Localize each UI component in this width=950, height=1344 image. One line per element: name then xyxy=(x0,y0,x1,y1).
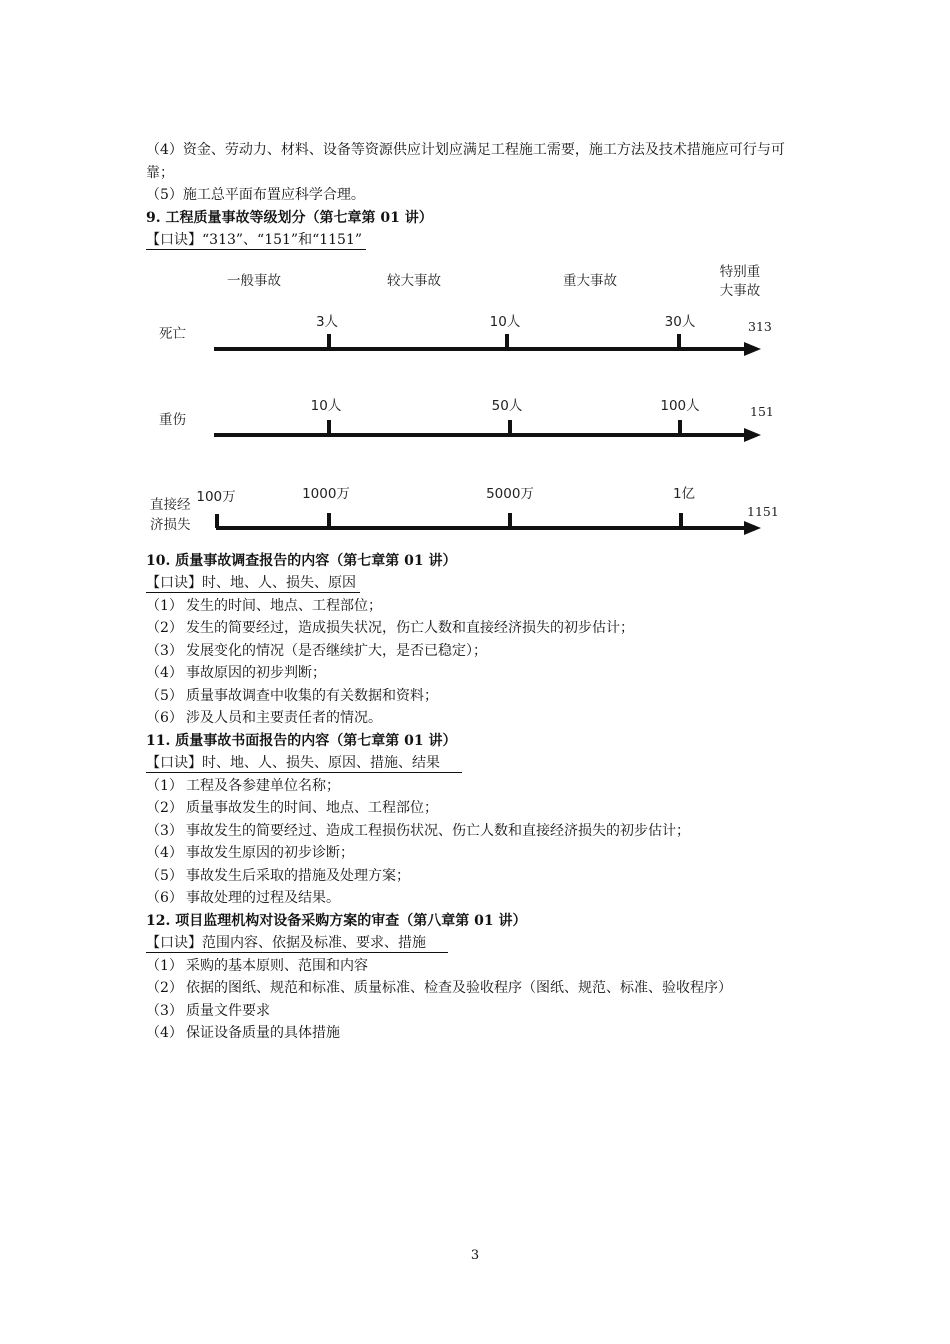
section11-mnemonic-line xyxy=(146,752,806,775)
section12-mnemonic-line xyxy=(146,932,806,955)
row-loss-tick-label-3: 1亿 xyxy=(672,485,696,502)
section10-heading: 10. 质量事故调查报告的内容（第七章第 01 讲） xyxy=(146,552,457,569)
row-death-tick-label-2: 10人 xyxy=(489,313,521,330)
list-item: （1） 采购的基本原则、范围和内容 xyxy=(146,957,368,974)
category-major: 重大事故 xyxy=(563,272,617,289)
page-number: 3 xyxy=(470,1248,480,1263)
list-item: （4） 保证设备质量的具体措施 xyxy=(146,1025,340,1041)
section9-mnemonic: 【口诀】“313”、“151”和“1151” xyxy=(146,232,366,250)
row-loss-label-line2: 济损失 xyxy=(150,516,191,533)
list-item: （5） 质量事故调查中收集的有关数据和资料； xyxy=(146,687,438,704)
section10-mnemonic-line xyxy=(146,572,806,595)
document-body xyxy=(146,139,806,1045)
row-death-label: 死亡 xyxy=(159,325,186,342)
accident-grade-svg xyxy=(146,252,806,550)
list-item: （3） 发展变化的情况（是否继续扩大，是否已稳定）； xyxy=(146,642,487,659)
category-general: 一般事故 xyxy=(227,272,281,289)
list-item: （6） 涉及人员和主要责任者的情况。 xyxy=(146,710,382,726)
section9-heading: 9. 工程质量事故等级划分（第七章第 01 讲） xyxy=(146,209,433,226)
row-loss-code: 1151 xyxy=(747,503,779,519)
list-item: （4） 事故发生原因的初步诊断； xyxy=(146,845,354,861)
list-item: （3） 事故发生的简要经过、造成工程损伤状况、伤亡人数和直接经济损失的初步估计； xyxy=(146,822,690,839)
row-injury-tick-label-2: 50人 xyxy=(491,397,523,414)
row-loss-tick-label-0: 100万 xyxy=(196,488,236,505)
row-loss-arrowhead xyxy=(744,521,761,535)
list-item: （2） 发生的简要经过，造成损失状况，伤亡人数和直接经济损失的初步估计； xyxy=(146,620,634,636)
row-injury-tick-label-1: 10人 xyxy=(310,397,342,414)
list-item: （2） 质量事故发生的时间、地点、工程部位； xyxy=(146,800,438,816)
section10-mnemonic: 【口诀】时、地、人、损失、原因 xyxy=(146,575,360,593)
section12-mnemonic: 【口诀】范围内容、依据及标准、要求、措施 xyxy=(146,935,448,953)
row-injury-label: 重伤 xyxy=(159,411,186,428)
accident-grade-diagram xyxy=(146,252,806,550)
row-loss-tick-label-2: 5000万 xyxy=(486,485,534,502)
row-injury-arrowhead xyxy=(744,428,761,442)
list-item: （5） 事故发生后采取的措施及处理方案； xyxy=(146,867,410,884)
row-loss-label-line1: 直接经 xyxy=(150,496,191,513)
category-larger: 较大事故 xyxy=(387,272,441,289)
row-loss-tick-label-1: 1000万 xyxy=(302,485,350,502)
list-item: （3） 质量文件要求 xyxy=(146,1002,270,1019)
row-death-tick-label-3: 30人 xyxy=(664,313,696,330)
intro-item-4: （4）资金、劳动力、材料、设备等资源供应计划应满足工程施工需要，施工方法及技术措施应可行与可靠； xyxy=(146,142,785,181)
section11-heading: 11. 质量事故书面报告的内容（第七章第 01 讲） xyxy=(146,732,457,749)
row-death-tick-label-1: 3人 xyxy=(315,313,339,330)
list-item: （1） 发生的时间、地点、工程部位； xyxy=(146,597,382,614)
list-item: （1） 工程及各参建单位名称； xyxy=(146,777,340,794)
category-extra-line2: 大事故 xyxy=(719,282,761,299)
category-extra-line1: 特别重 xyxy=(719,263,761,280)
list-item: （4） 事故原因的初步判断； xyxy=(146,665,326,681)
row-death-arrowhead xyxy=(744,342,761,356)
row-death-code: 313 xyxy=(748,318,772,334)
section11-mnemonic: 【口诀】时、地、人、损失、原因、措施、结果 xyxy=(146,755,462,773)
row-injury-tick-label-3: 100人 xyxy=(660,397,700,414)
section9-mnemonic-line xyxy=(146,229,806,252)
row-injury-code: 151 xyxy=(750,403,774,419)
list-item: （2） 依据的图纸、规范和标准、质量标准、检查及验收程序（图纸、规范、标准、验收程序） xyxy=(146,980,732,996)
list-item: （6） 事故处理的过程及结果。 xyxy=(146,890,340,906)
intro-item-5: （5）施工总平面布置应科学合理。 xyxy=(146,187,365,203)
section12-heading: 12. 项目监理机构对设备采购方案的审查（第八章第 01 讲） xyxy=(146,912,527,929)
